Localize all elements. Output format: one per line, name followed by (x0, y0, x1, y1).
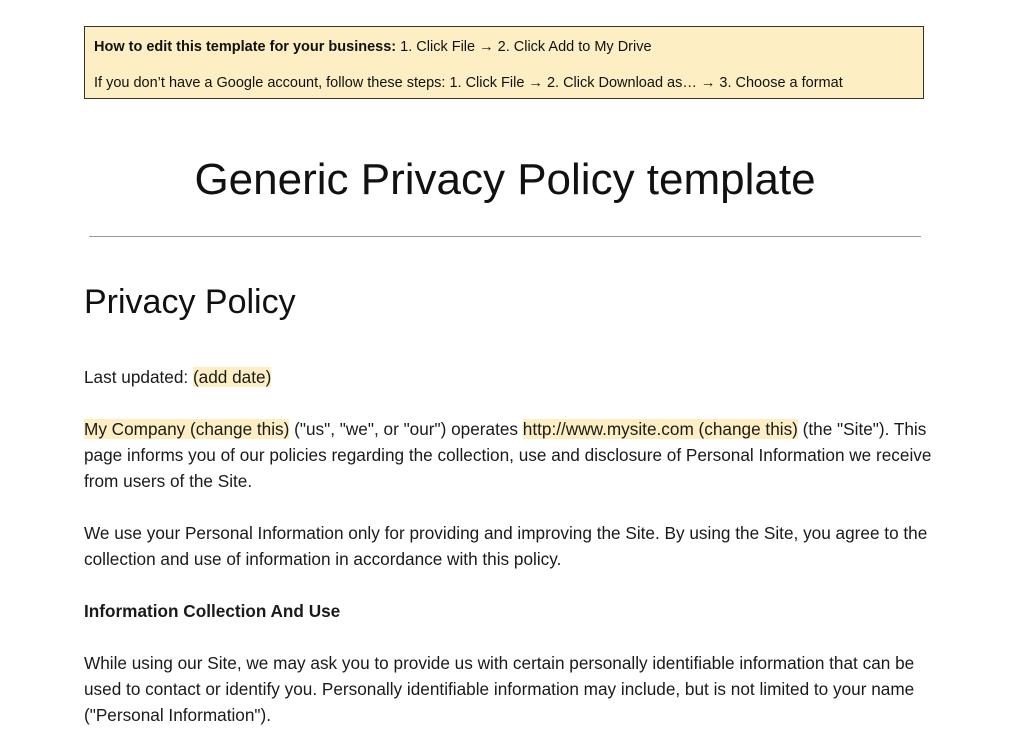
no-account-instructions: If you don’t have a Google account, follow these steps: 1. Click File → 2. Click Download as… → 3. Choose a format (94, 75, 843, 91)
document-body (84, 364, 934, 754)
intro-text-b: (the "Site"). This page informs you of our policies regarding the collection, use and disclosure of Personal Information we receive from users of the Site. (84, 419, 932, 491)
usage-paragraph: We use your Personal Information only for providing and improving the Site. By using the Site, you agree to the collection and use of information in accordance with this policy. (84, 523, 928, 569)
collection-heading: Information Collection And Use (84, 601, 341, 621)
last-updated-label: Last updated: (84, 367, 193, 387)
site-url-placeholder: http://www.mysite.com (change this) (522, 419, 798, 439)
edit-instructions-steps: 1. Click File → 2. Click Add to My Drive (396, 39, 652, 55)
privacy-policy-heading: Privacy Policy (84, 283, 296, 321)
company-name-placeholder: My Company (change this) (84, 419, 290, 439)
last-updated-placeholder: (add date) (192, 367, 272, 387)
document-title: Generic Privacy Policy template (194, 155, 816, 204)
intro-paragraph (84, 416, 934, 494)
title-divider (89, 236, 921, 237)
edit-instructions-label: How to edit this template for your business: (94, 39, 397, 55)
last-updated-line (84, 364, 934, 390)
edit-instructions (94, 38, 914, 56)
collection-paragraph: While using our Site, we may ask you to provide us with certain personally identifiable information that can be used to contact or identify you. Personally identifiable information may include, but is not limited to your name ("Personal Information"). (84, 653, 915, 725)
template-instructions-box (84, 26, 924, 99)
intro-text-a: ("us", "we", or "our") operates (289, 419, 523, 439)
